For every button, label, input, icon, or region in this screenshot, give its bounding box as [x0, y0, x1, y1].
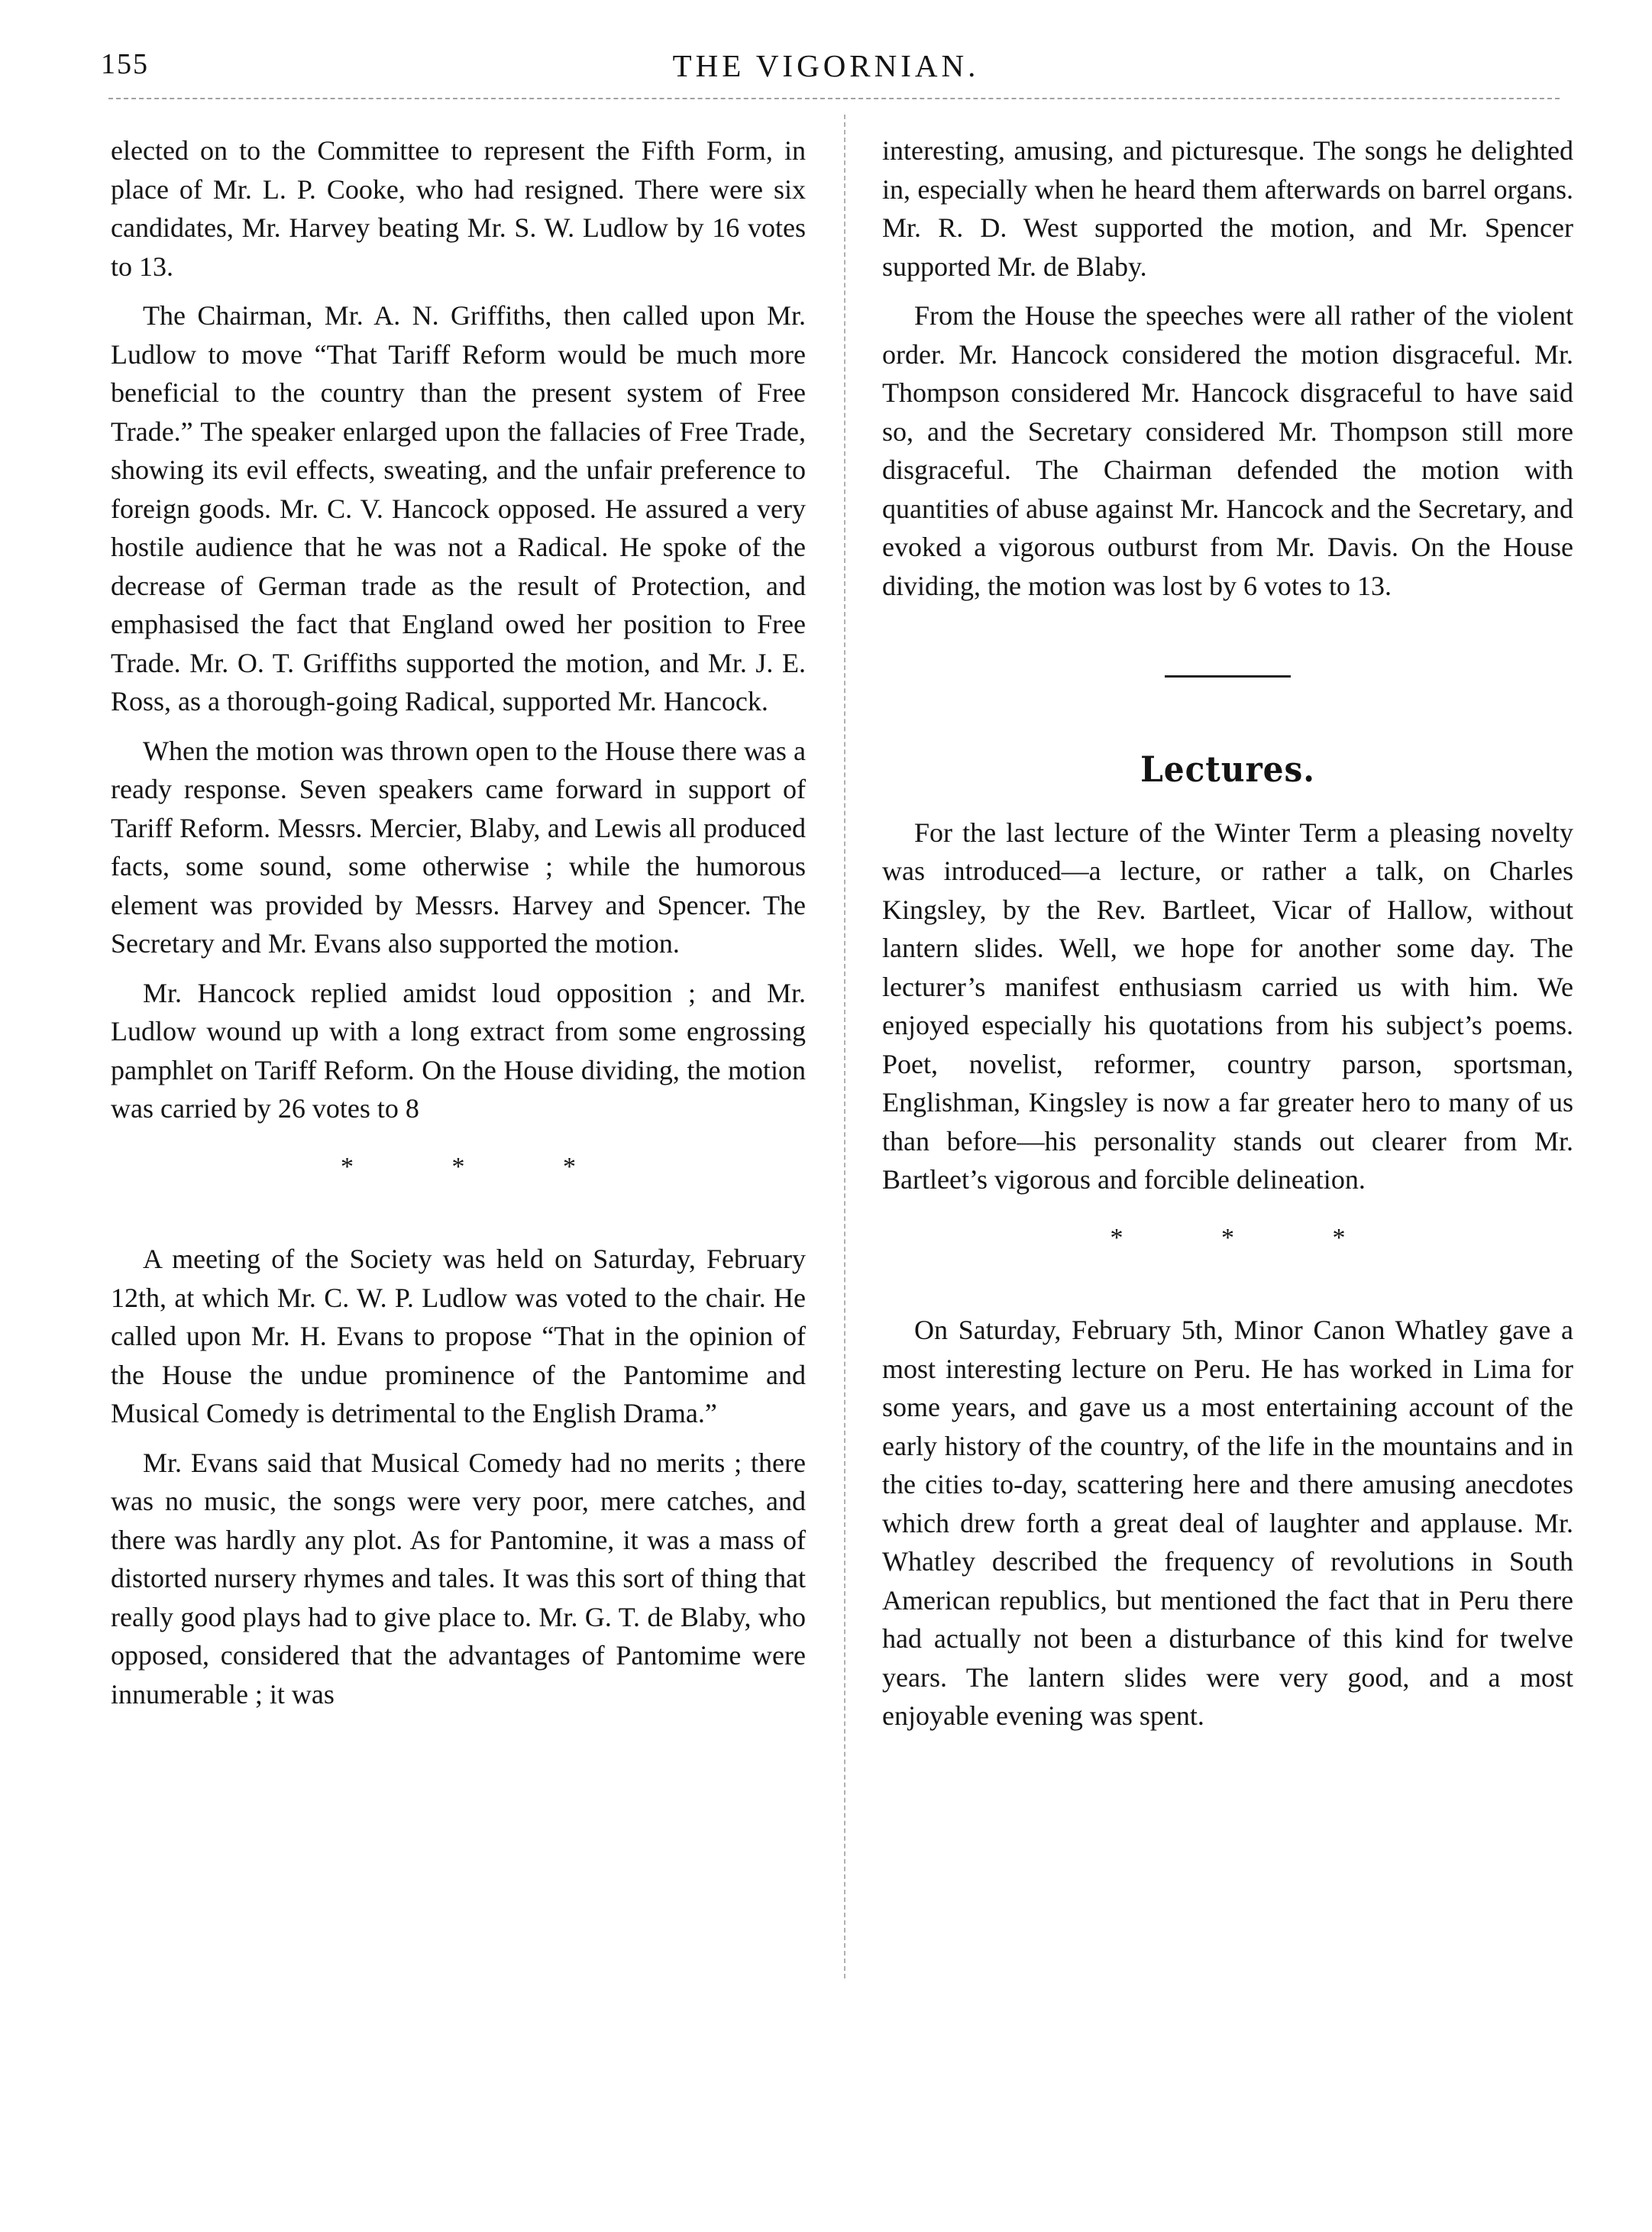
page-header: [0, 47, 1652, 90]
paragraph: From the House the speeches were all rather of the violent order. Mr. Hancock considered the motion disgraceful. Mr. Thompson considered Mr. Hancock disgraceful to have said so, and the Secretary considered Mr. Thompson still more disgraceful. The Chairman defended the motion with quantities of abuse against Mr. Hancock and the Secretary, and evoked a vigorous outburst from Mr. Davis. On the House dividing, the motion was lost by 6 votes to 13.: [882, 300, 1573, 601]
paragraph: interesting, amusing, and picturesque. The songs he delighted in, especially when he heard them afterwards on barrel organs. Mr. R. D. West supported the motion, and Mr. Spencer supported Mr. de Blaby.: [882, 135, 1573, 282]
paragraph: elected on to the Committee to represent the Fifth Form, in place of Mr. L. P. Cooke, who had resigned. There were six candidates, Mr. Harvey beating Mr. S. W. Ludlow by 16 votes to 13.: [111, 135, 806, 282]
paragraph: When the motion was thrown open to the House there was a ready response. Seven speakers came forward in support of Tariff Reform. Messrs. Mercier, Blaby, and Lewis all produced facts, some sound, some otherwise ; while the humorous element was provided by Messrs. Harvey and Spencer. The Secretary and Mr. Evans also supported the motion.: [111, 735, 806, 959]
paragraph: A meeting of the Society was held on Saturday, February 12th, at which Mr. C. W. P. Ludlow was voted to the chair. He called upon Mr. H. Evans to propose “That in the opinion of the House the undue prominence of the Pantomime and Musical Comedy is detrimental to the English Drama.”: [111, 1244, 806, 1428]
running-title: THE VIGORNIAN.: [672, 48, 980, 83]
paragraph: For the last lecture of the Winter Term a pleasing novelty was introduced—a lecture, or rather a talk, on Charles Kingsley, by the Rev. Bartleet, Vicar of Hallow, without lantern slides. Well, we hope for another some day. The lecturer’s manifest enthusiasm carried us with him. We enjoyed especially his quotations from his subject’s poems. Poet, novelist, reformer, country parson, sportsman, Englishman, Kingsley is now a far greater hero to many of us than before—his personality stands out clearer from Mr. Bartleet’s vigorous and forcible delineation.: [882, 817, 1573, 1195]
right-column: [882, 131, 1573, 1746]
header-rule: [108, 98, 1560, 99]
paragraph: On Saturday, February 5th, Minor Canon Whatley gave a most interesting lecture on Peru. He has worked in Lima for some years, and gave us a most entertaining account of the early history of the country, of the life in the mountains and in the cities to-day, scattering here and there amusing anecdotes which drew forth a great deal of laughter and applause. Mr. Whatley described the frequency of revolutions in South American republics, but mentioned the fact that in Peru there had actually not been a disturbance of this kind for twelve years. The lantern slides were very good, and a most enjoyable evening was spent.: [882, 1315, 1573, 1731]
section-separator: * * *: [1110, 1223, 1392, 1252]
column-divider: [844, 115, 845, 1978]
section-rule: [1165, 675, 1291, 678]
section-title: Lectures.: [1140, 749, 1315, 790]
paragraph: Mr. Evans said that Musical Comedy had no merits ; there was no music, the songs were very poor, mere catches, and there was hardly any plot. As for Pantomine, it was a mass of distorted nursery rhymes and tales. It was this sort of thing that really good plays had to give place to. Mr. G. T. de Blaby, who opposed, considered that the advantages of Pantomime were innumerable ; it was: [111, 1447, 806, 1710]
paragraph: Mr. Hancock replied amidst loud opposition ; and Mr. Ludlow wound up with a long extract from some engrossing pamphlet on Tariff Reform. On the House dividing, the motion was carried by 26 votes to 8: [111, 977, 806, 1124]
left-column: [111, 131, 806, 1724]
page-number: 155: [101, 48, 149, 80]
paragraph: The Chairman, Mr. A. N. Griffiths, then called upon Mr. Ludlow to move “That Tariff Reform would be much more beneficial to the country than the present system of Free Trade.” The speaker enlarged upon the fallacies of Free Trade, showing its evil effects, sweating, and the unfair preference to foreign goods. Mr. C. V. Hancock opposed. He assured a very hostile audience that he was not a Radical. He spoke of the decrease of German trade as the result of Protection, and emphasised the fact that England owed her position to Free Trade. Mr. O. T. Griffiths supported the motion, and Mr. J. E. Ross, as a thorough-going Radical, supported Mr. Hancock.: [111, 300, 806, 717]
section-separator: * * *: [341, 1152, 622, 1181]
